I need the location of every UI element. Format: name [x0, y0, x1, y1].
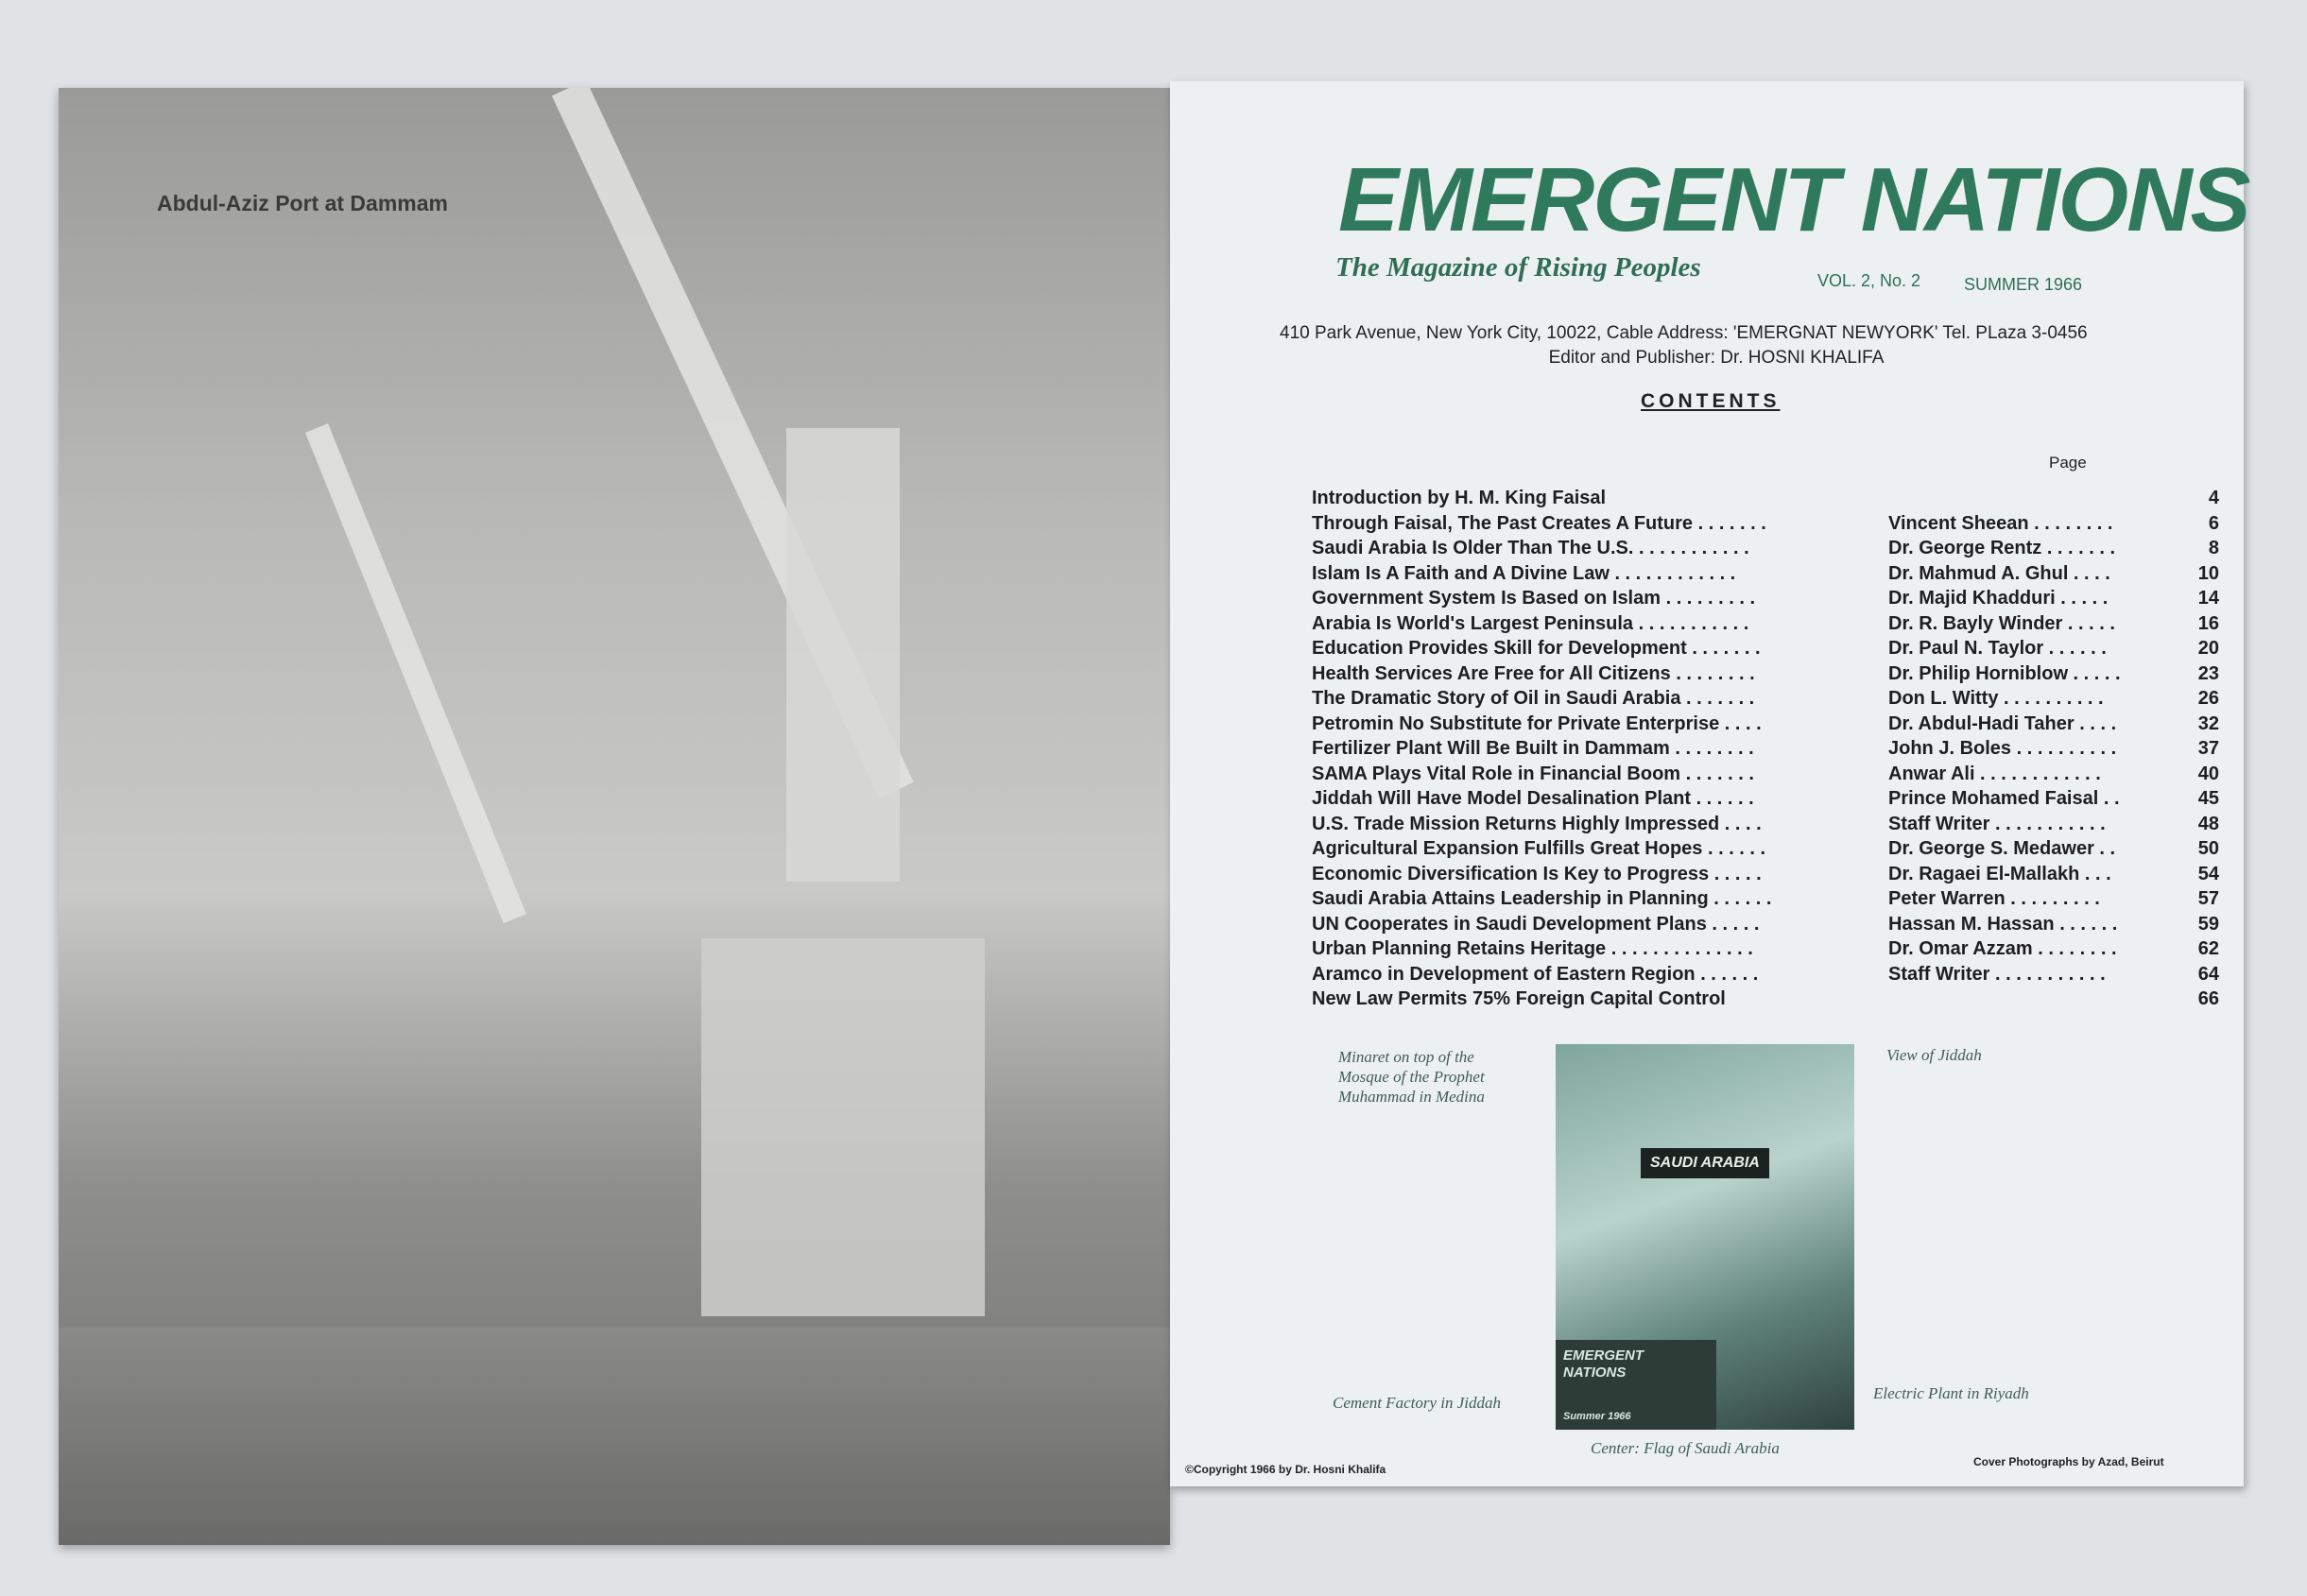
contents-item	[1312, 936, 2219, 962]
magazine-title: EMERGENT NATIONS	[1338, 149, 2249, 250]
article-title: Arabia Is World's Largest Peninsula . . . . . . . . . . .	[1312, 612, 1749, 634]
article-page: 50	[2197, 838, 2219, 859]
article-page: 23	[2197, 662, 2219, 684]
article-page: 14	[2197, 588, 2219, 609]
article-author: Dr. Abdul-Hadi Taher . . . .	[1888, 712, 2117, 734]
article-title: Urban Planning Retains Heritage . . . . . . . . . . . . . .	[1312, 938, 1753, 959]
contents-item	[1312, 836, 2219, 862]
article-title: Islam Is A Faith and A Divine Law . . . . . . . . . . . .	[1312, 562, 1736, 584]
magazine-subtitle: The Magazine of Rising Peoples	[1335, 252, 1701, 283]
contents-item	[1312, 511, 2219, 537]
article-page: 26	[2197, 688, 2219, 709]
article-page: 16	[2197, 612, 2219, 634]
contents-item	[1312, 912, 2219, 937]
article-author: Vincent Sheean . . . . . . . .	[1888, 512, 2113, 534]
editor: Editor and Publisher: Dr. HOSNI KHALIFA	[1548, 348, 1885, 368]
article-title: Government System Is Based on Islam . . . . . . . . .	[1312, 588, 1756, 609]
article-author: Dr. Paul N. Taylor . . . . . .	[1888, 638, 2107, 659]
contents-item	[1312, 586, 2219, 611]
article-title: Aramco in Development of Eastern Region . . . . . .	[1312, 963, 1759, 985]
article-title: Economic Diversification Is Key to Progress . . . . .	[1312, 863, 1762, 884]
contents-item	[1312, 987, 2219, 1012]
article-page: 64	[2197, 963, 2219, 985]
article-author: Dr. George S. Medawer . .	[1888, 838, 2116, 859]
article-page: 10	[2197, 562, 2219, 584]
article-page: 48	[2197, 813, 2219, 834]
article-title: Introduction by H. M. King Faisal	[1312, 488, 1607, 508]
contents-item	[1312, 636, 2219, 661]
contents-item	[1312, 561, 2219, 587]
article-page: 20	[2197, 638, 2219, 659]
article-page: 45	[2197, 788, 2219, 809]
article-author: John J. Boles . . . . . . . . . .	[1888, 738, 2117, 759]
issue-season: SUMMER 1966	[1964, 275, 2083, 294]
article-page: 59	[2197, 913, 2219, 935]
contents-item	[1312, 786, 2219, 812]
article-author: Dr. R. Bayly Winder . . . . .	[1888, 612, 2115, 634]
article-title: The Dramatic Story of Oil in Saudi Arabia . . . . . . .	[1312, 688, 1755, 709]
contents-page	[1170, 81, 2249, 1486]
article-author: Hassan M. Hassan . . . . . .	[1888, 913, 2118, 935]
article-author: Anwar Ali . . . . . . . . . . . .	[1888, 763, 2101, 784]
article-title: Agricultural Expansion Fulfills Great Hopes . . . . . .	[1312, 838, 1766, 859]
contents-item	[1312, 536, 2219, 561]
caption-cement: Cement Factory in Jiddah	[1333, 1394, 1501, 1412]
article-page: 8	[2208, 538, 2219, 558]
contents-item	[1312, 686, 2219, 712]
contents-list	[1312, 486, 2219, 1012]
article-title: Petromin No Substitute for Private Enterprise . . . .	[1312, 712, 1762, 734]
page-column-label: Page	[2049, 454, 2087, 472]
article-author: Peter Warren . . . . . . . . .	[1888, 888, 2100, 909]
article-author: Dr. Omar Azzam . . . . . . . .	[1888, 938, 2117, 959]
caption-electric: Electric Plant in Riyadh	[1873, 1384, 2029, 1402]
article-title: Through Faisal, The Past Creates A Future . . . . . . .	[1312, 512, 1766, 534]
article-title: Health Services Are Free for All Citizens . . . . . . . .	[1312, 662, 1755, 684]
article-author: Dr. Philip Horniblow . . . . .	[1888, 662, 2121, 684]
contents-heading: CONTENTS	[1641, 390, 1781, 412]
mini-cover-date: Summer 1966	[1563, 1411, 1631, 1422]
article-author: Staff Writer . . . . . . . . . . .	[1888, 963, 2106, 985]
contents-item	[1312, 611, 2219, 637]
article-page: 40	[2197, 763, 2219, 784]
address: 410 Park Avenue, New York City, 10022, Cable Address: 'EMERGNAT NEWYORK' Tel. PLaza 3-0456	[1280, 323, 2088, 343]
contents-item	[1312, 962, 2219, 987]
article-page: 66	[2197, 988, 2219, 1009]
article-page: 37	[2197, 738, 2219, 759]
saudi-arabia-label: SAUDI ARABIA	[1641, 1148, 1769, 1178]
contents-item	[1312, 862, 2219, 887]
article-page: 57	[2197, 888, 2219, 909]
volume: VOL. 2, No. 2	[1817, 271, 1921, 290]
article-title: U.S. Trade Mission Returns Highly Impressed . . . .	[1312, 813, 1762, 834]
article-title: Saudi Arabia Is Older Than The U.S. . . . . . . . . . . .	[1312, 538, 1749, 558]
article-title: SAMA Plays Vital Role in Financial Boom . . . . . . .	[1312, 763, 1754, 784]
article-page: 32	[2197, 712, 2219, 734]
article-author: Dr. Ragaei El-Mallakh . . .	[1888, 863, 2111, 884]
article-title: Saudi Arabia Attains Leadership in Planning . . . . . .	[1312, 888, 1772, 909]
left-page-photo	[59, 88, 1170, 1545]
contents-item	[1312, 712, 2219, 737]
article-page: 6	[2208, 512, 2219, 534]
caption-jiddah: View of Jiddah	[1886, 1046, 1982, 1064]
article-author: Staff Writer . . . . . . . . . . .	[1888, 813, 2106, 834]
article-page: 54	[2197, 863, 2219, 884]
article-title: Education Provides Skill for Development . . . . . . .	[1312, 638, 1761, 659]
article-page: 4	[2208, 488, 2219, 508]
mini-cover-title: EMERGENT NATIONS	[1563, 1347, 1644, 1381]
contents-item	[1312, 762, 2219, 787]
caption-center: Center: Flag of Saudi Arabia	[1591, 1439, 1780, 1457]
crane-photo	[786, 428, 900, 882]
contents-item	[1312, 812, 2219, 837]
photo-credit: Cover Photographs by Azad, Beirut	[1973, 1455, 2164, 1468]
article-author: Dr. George Rentz . . . . . . .	[1888, 538, 2116, 558]
contents-item	[1312, 486, 2219, 511]
contents-item	[1312, 886, 2219, 912]
article-author: Dr. Majid Khadduri . . . . .	[1888, 588, 2109, 609]
contents-item	[1312, 736, 2219, 762]
article-title: Jiddah Will Have Model Desalination Plant . . . . . .	[1312, 788, 1754, 809]
article-page: 62	[2197, 938, 2219, 959]
copyright: ©Copyright 1966 by Dr. Hosni Khalifa	[1185, 1463, 1386, 1476]
cover-collage-image	[1556, 1044, 1854, 1430]
article-author: Prince Mohamed Faisal . .	[1888, 788, 2120, 809]
dock-ground	[59, 1328, 1170, 1545]
article-title: Fertilizer Plant Will Be Built in Dammam . . . . . . . .	[1312, 738, 1754, 759]
crane-photo	[305, 423, 526, 923]
contents-item	[1312, 661, 2219, 687]
article-author: Dr. Mahmud A. Ghul . . . .	[1888, 562, 2110, 584]
caption-minaret: Minaret on top of the Mosque of the Prophet Muhammad in Medina	[1338, 1048, 1485, 1106]
mini-cover	[1556, 1340, 1716, 1430]
photo-caption: Abdul-Aziz Port at Dammam	[157, 191, 448, 215]
article-author: Don L. Witty . . . . . . . . . .	[1888, 688, 2104, 709]
article-title: New Law Permits 75% Foreign Capital Control	[1312, 988, 1726, 1009]
crane-photo	[701, 938, 985, 1316]
article-title: UN Cooperates in Saudi Development Plans . . . . .	[1312, 913, 1760, 935]
